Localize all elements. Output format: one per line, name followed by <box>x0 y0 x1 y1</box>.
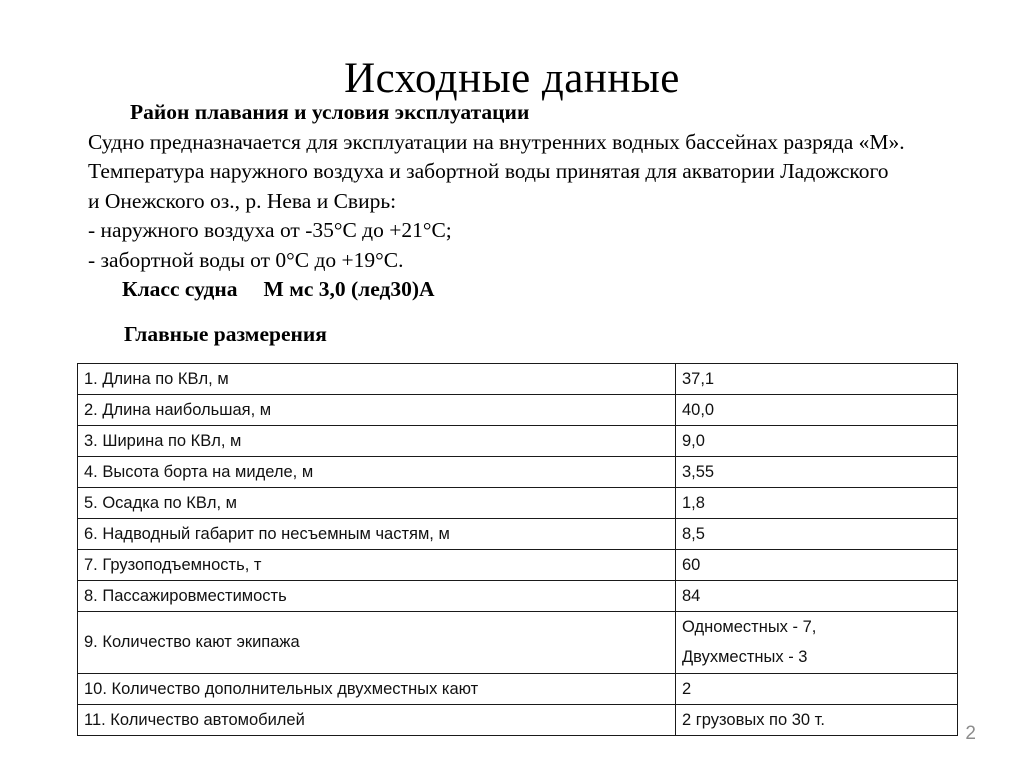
table-cell-value: 3,55 <box>676 457 958 488</box>
main-dimensions-table <box>77 363 958 736</box>
table-cell-value: 60 <box>676 550 958 581</box>
table-row <box>78 488 958 519</box>
body-line-5: - забортной воды от 0°С до +19°С. <box>88 247 404 272</box>
table-row <box>78 395 958 426</box>
table-cell-label: 3. Ширина по КВл, м <box>78 426 676 457</box>
section-heading-dimensions: Главные размерения <box>124 322 327 346</box>
table-cell-label: 1. Длина по КВл, м <box>78 364 676 395</box>
table-cell-label: 2. Длина наибольшая, м <box>78 395 676 426</box>
cabin-single-count: Одноместных - 7, <box>682 618 817 637</box>
cabin-count-stack <box>682 618 951 667</box>
navigation-conditions-section <box>88 98 978 305</box>
table-row <box>78 581 958 612</box>
table-cell-label: 11. Количество автомобилей <box>78 705 676 736</box>
table-row <box>78 457 958 488</box>
table-cell-label: 6. Надводный габарит по несъемным частям, м <box>78 519 676 550</box>
body-line-3: и Онежского оз., р. Нева и Свирь: <box>88 188 397 213</box>
table-cell-label: 5. Осадка по КВл, м <box>78 488 676 519</box>
body-line-1: Судно предназначается для эксплуатации на внутренних водных бассейнах разряда «М». <box>88 129 905 154</box>
table-row <box>78 550 958 581</box>
table-cell-label: 8. Пассажировместимость <box>78 581 676 612</box>
table-cell-value <box>676 612 958 674</box>
table-cell-value: 40,0 <box>676 395 958 426</box>
vessel-class-label: Класс судна <box>122 277 238 301</box>
table-cell-value: 84 <box>676 581 958 612</box>
table-row <box>78 705 958 736</box>
table-cell-label: 10. Количество дополнительных двухместных кают <box>78 674 676 705</box>
table-row <box>78 612 958 674</box>
page-title: Исходные данные <box>344 54 680 102</box>
page-number: 2 <box>965 723 976 744</box>
table-cell-value: 1,8 <box>676 488 958 519</box>
table-row <box>78 426 958 457</box>
table-row <box>78 519 958 550</box>
table-cell-value: 2 <box>676 674 958 705</box>
table-cell-label: 9. Количество кают экипажа <box>78 612 676 674</box>
table-row <box>78 364 958 395</box>
section-heading-navigation: Район плавания и условия эксплуатации <box>130 100 530 124</box>
body-line-2: Температура наружного воздуха и забортной воды принятая для акватории Ладожского <box>88 159 889 183</box>
table-cell-label: 7. Грузоподъемность, т <box>78 550 676 581</box>
table-row <box>78 674 958 705</box>
table-cell-value: 37,1 <box>676 364 958 395</box>
table-cell-value: 2 грузовых по 30 т. <box>676 705 958 736</box>
table-cell-value: 9,0 <box>676 426 958 457</box>
body-line-4: - наружного воздуха от -35°С до +21°С; <box>88 218 452 242</box>
vessel-class-value: М мс 3,0 (лед30)А <box>263 277 435 301</box>
table-cell-label: 4. Высота борта на миделе, м <box>78 457 676 488</box>
table-cell-value: 8,5 <box>676 519 958 550</box>
vessel-class-line <box>88 275 978 305</box>
cabin-double-count: Двухместных - 3 <box>682 648 808 666</box>
